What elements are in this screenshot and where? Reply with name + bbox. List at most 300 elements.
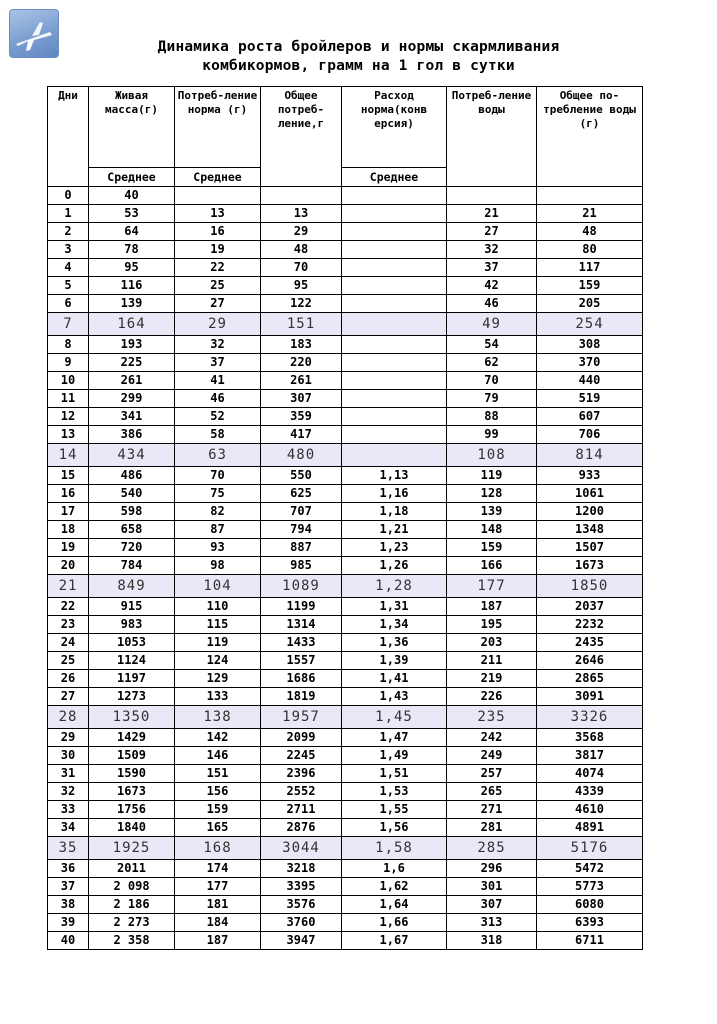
cell-conversion bbox=[342, 390, 447, 408]
table-row bbox=[48, 187, 643, 205]
cell-total-water: 6393 bbox=[537, 914, 643, 932]
table-row bbox=[48, 860, 643, 878]
cell-conversion: 1,39 bbox=[342, 652, 447, 670]
cell-day: 30 bbox=[48, 747, 89, 765]
cell-total-feed: 307 bbox=[261, 390, 342, 408]
cell-total-water: 1673 bbox=[537, 557, 643, 575]
cell-conversion: 1,6 bbox=[342, 860, 447, 878]
cell-water: 49 bbox=[447, 313, 537, 336]
cell-water: 148 bbox=[447, 521, 537, 539]
cell-day: 15 bbox=[48, 467, 89, 485]
cell-total-water: 308 bbox=[537, 336, 643, 354]
cell-feed-norm: 16 bbox=[175, 223, 261, 241]
cell-day: 19 bbox=[48, 539, 89, 557]
cell-water: 257 bbox=[447, 765, 537, 783]
table-row bbox=[48, 354, 643, 372]
cell-day: 4 bbox=[48, 259, 89, 277]
cell-feed-norm: 98 bbox=[175, 557, 261, 575]
cell-live-mass: 2 358 bbox=[89, 932, 175, 950]
header-live-mass: Живая масса(г) bbox=[89, 87, 175, 168]
table-row bbox=[48, 205, 643, 223]
cell-live-mass: 341 bbox=[89, 408, 175, 426]
cell-water: 281 bbox=[447, 819, 537, 837]
cell-day: 36 bbox=[48, 860, 89, 878]
cell-total-feed: 625 bbox=[261, 485, 342, 503]
cell-water: 139 bbox=[447, 503, 537, 521]
cell-total-water: 706 bbox=[537, 426, 643, 444]
cell-conversion bbox=[342, 277, 447, 295]
cell-total-feed: 2552 bbox=[261, 783, 342, 801]
cell-day: 12 bbox=[48, 408, 89, 426]
cell-feed-norm: 27 bbox=[175, 295, 261, 313]
cell-day: 22 bbox=[48, 598, 89, 616]
cell-conversion: 1,62 bbox=[342, 878, 447, 896]
cell-live-mass: 434 bbox=[89, 444, 175, 467]
table-row bbox=[48, 896, 643, 914]
header-feed-norm: Потреб-ление норма (г) bbox=[175, 87, 261, 168]
cell-conversion: 1,51 bbox=[342, 765, 447, 783]
title-line-2: комбикормов, грамм на 1 гол в сутки bbox=[202, 58, 515, 74]
cell-feed-norm: 159 bbox=[175, 801, 261, 819]
cell-water: 128 bbox=[447, 485, 537, 503]
cell-feed-norm: 41 bbox=[175, 372, 261, 390]
cell-conversion bbox=[342, 223, 447, 241]
cell-conversion bbox=[342, 295, 447, 313]
cell-feed-norm: 129 bbox=[175, 670, 261, 688]
cell-conversion: 1,13 bbox=[342, 467, 447, 485]
table-row bbox=[48, 426, 643, 444]
cell-total-water: 370 bbox=[537, 354, 643, 372]
cell-total-feed: 985 bbox=[261, 557, 342, 575]
cell-total-feed: 3760 bbox=[261, 914, 342, 932]
cell-total-feed: 2876 bbox=[261, 819, 342, 837]
cell-total-feed: 794 bbox=[261, 521, 342, 539]
cell-water: 46 bbox=[447, 295, 537, 313]
cell-live-mass: 2011 bbox=[89, 860, 175, 878]
cell-live-mass: 2 273 bbox=[89, 914, 175, 932]
cell-water: 203 bbox=[447, 634, 537, 652]
cell-total-water: 519 bbox=[537, 390, 643, 408]
cell-water: 27 bbox=[447, 223, 537, 241]
cell-live-mass: 95 bbox=[89, 259, 175, 277]
cell-feed-norm: 146 bbox=[175, 747, 261, 765]
cell-total-feed: 887 bbox=[261, 539, 342, 557]
cell-day: 17 bbox=[48, 503, 89, 521]
cell-total-water: 254 bbox=[537, 313, 643, 336]
table-row bbox=[48, 557, 643, 575]
cell-live-mass: 658 bbox=[89, 521, 175, 539]
cell-feed-norm: 151 bbox=[175, 765, 261, 783]
cell-feed-norm: 37 bbox=[175, 354, 261, 372]
cell-water: 296 bbox=[447, 860, 537, 878]
cell-conversion: 1,67 bbox=[342, 932, 447, 950]
table-row bbox=[48, 503, 643, 521]
cell-total-water: 3817 bbox=[537, 747, 643, 765]
cell-feed-norm: 22 bbox=[175, 259, 261, 277]
cell-total-water: 3091 bbox=[537, 688, 643, 706]
table-row bbox=[48, 390, 643, 408]
cell-conversion: 1,31 bbox=[342, 598, 447, 616]
cell-conversion bbox=[342, 205, 447, 223]
cell-total-water: 440 bbox=[537, 372, 643, 390]
cell-feed-norm: 184 bbox=[175, 914, 261, 932]
subheader-feed-average: Среднее bbox=[175, 168, 261, 187]
cell-live-mass: 1053 bbox=[89, 634, 175, 652]
cell-total-water: 4891 bbox=[537, 819, 643, 837]
cell-conversion: 1,56 bbox=[342, 819, 447, 837]
cell-live-mass: 40 bbox=[89, 187, 175, 205]
table-row bbox=[48, 783, 643, 801]
cell-day: 32 bbox=[48, 783, 89, 801]
cell-total-water: 1850 bbox=[537, 575, 643, 598]
cell-conversion: 1,66 bbox=[342, 914, 447, 932]
cell-feed-norm: 52 bbox=[175, 408, 261, 426]
cell-live-mass: 1273 bbox=[89, 688, 175, 706]
cell-water: 159 bbox=[447, 539, 537, 557]
cell-total-feed: 2711 bbox=[261, 801, 342, 819]
subheader-conversion-average: Среднее bbox=[342, 168, 447, 187]
cell-day: 18 bbox=[48, 521, 89, 539]
cell-day: 20 bbox=[48, 557, 89, 575]
cell-total-feed: 2396 bbox=[261, 765, 342, 783]
cell-live-mass: 261 bbox=[89, 372, 175, 390]
cell-feed-norm: 119 bbox=[175, 634, 261, 652]
subheader-mass-average: Среднее bbox=[89, 168, 175, 187]
table-row bbox=[48, 223, 643, 241]
table-row bbox=[48, 444, 643, 467]
table-row bbox=[48, 485, 643, 503]
table-row bbox=[48, 670, 643, 688]
cell-total-water: 1348 bbox=[537, 521, 643, 539]
cell-total-feed: 3576 bbox=[261, 896, 342, 914]
table-row bbox=[48, 706, 643, 729]
cell-live-mass: 1429 bbox=[89, 729, 175, 747]
cell-water: 235 bbox=[447, 706, 537, 729]
cell-live-mass: 1350 bbox=[89, 706, 175, 729]
cell-water bbox=[447, 187, 537, 205]
cell-conversion: 1,28 bbox=[342, 575, 447, 598]
cell-day: 37 bbox=[48, 878, 89, 896]
cell-day: 9 bbox=[48, 354, 89, 372]
cell-total-feed: 48 bbox=[261, 241, 342, 259]
cell-total-water: 4074 bbox=[537, 765, 643, 783]
cell-total-feed: 359 bbox=[261, 408, 342, 426]
cell-live-mass: 225 bbox=[89, 354, 175, 372]
cell-total-feed: 3044 bbox=[261, 837, 342, 860]
cell-conversion bbox=[342, 259, 447, 277]
cell-conversion bbox=[342, 444, 447, 467]
cell-water: 195 bbox=[447, 616, 537, 634]
cell-live-mass: 139 bbox=[89, 295, 175, 313]
cell-live-mass: 1509 bbox=[89, 747, 175, 765]
cell-live-mass: 915 bbox=[89, 598, 175, 616]
cell-conversion bbox=[342, 372, 447, 390]
cell-total-feed: 95 bbox=[261, 277, 342, 295]
cell-total-feed: 417 bbox=[261, 426, 342, 444]
table-row bbox=[48, 467, 643, 485]
cell-water: 219 bbox=[447, 670, 537, 688]
cell-water: 21 bbox=[447, 205, 537, 223]
cell-feed-norm: 187 bbox=[175, 932, 261, 950]
cell-total-water: 21 bbox=[537, 205, 643, 223]
cell-water: 271 bbox=[447, 801, 537, 819]
cell-feed-norm: 32 bbox=[175, 336, 261, 354]
cell-water: 307 bbox=[447, 896, 537, 914]
cell-total-water: 117 bbox=[537, 259, 643, 277]
cell-feed-norm: 110 bbox=[175, 598, 261, 616]
cell-conversion: 1,49 bbox=[342, 747, 447, 765]
cell-live-mass: 116 bbox=[89, 277, 175, 295]
cell-day: 6 bbox=[48, 295, 89, 313]
cell-total-feed: 480 bbox=[261, 444, 342, 467]
cell-conversion: 1,45 bbox=[342, 706, 447, 729]
cell-total-water: 4610 bbox=[537, 801, 643, 819]
cell-water: 265 bbox=[447, 783, 537, 801]
cell-total-water: 48 bbox=[537, 223, 643, 241]
cell-total-feed: 1433 bbox=[261, 634, 342, 652]
cell-live-mass: 486 bbox=[89, 467, 175, 485]
cell-live-mass: 784 bbox=[89, 557, 175, 575]
table-row bbox=[48, 914, 643, 932]
cell-total-water: 4339 bbox=[537, 783, 643, 801]
table-row bbox=[48, 616, 643, 634]
table-row bbox=[48, 634, 643, 652]
cell-day: 28 bbox=[48, 706, 89, 729]
cell-live-mass: 193 bbox=[89, 336, 175, 354]
cell-day: 27 bbox=[48, 688, 89, 706]
cell-total-feed: 3947 bbox=[261, 932, 342, 950]
cell-feed-norm: 156 bbox=[175, 783, 261, 801]
cell-total-feed: 550 bbox=[261, 467, 342, 485]
cell-total-water: 3568 bbox=[537, 729, 643, 747]
cell-conversion: 1,64 bbox=[342, 896, 447, 914]
cell-water: 42 bbox=[447, 277, 537, 295]
table-row bbox=[48, 408, 643, 426]
header-day: Дни bbox=[48, 87, 89, 187]
cell-water: 79 bbox=[447, 390, 537, 408]
cell-water: 54 bbox=[447, 336, 537, 354]
cell-conversion: 1,21 bbox=[342, 521, 447, 539]
cell-day: 13 bbox=[48, 426, 89, 444]
header-water: Потреб-ление воды bbox=[447, 87, 537, 187]
cell-day: 25 bbox=[48, 652, 89, 670]
cell-feed-norm: 29 bbox=[175, 313, 261, 336]
cell-feed-norm: 181 bbox=[175, 896, 261, 914]
cell-total-water: 3326 bbox=[537, 706, 643, 729]
cell-feed-norm: 133 bbox=[175, 688, 261, 706]
cell-conversion: 1,18 bbox=[342, 503, 447, 521]
cell-live-mass: 1124 bbox=[89, 652, 175, 670]
cell-conversion: 1,34 bbox=[342, 616, 447, 634]
cell-water: 177 bbox=[447, 575, 537, 598]
cell-total-feed: 2245 bbox=[261, 747, 342, 765]
cell-feed-norm: 124 bbox=[175, 652, 261, 670]
header-total-water: Общее по-требление воды (г) bbox=[537, 87, 643, 187]
cell-day: 8 bbox=[48, 336, 89, 354]
cell-total-water: 159 bbox=[537, 277, 643, 295]
cell-water: 166 bbox=[447, 557, 537, 575]
cell-total-feed: 1557 bbox=[261, 652, 342, 670]
table-row bbox=[48, 729, 643, 747]
cell-live-mass: 386 bbox=[89, 426, 175, 444]
cell-feed-norm: 87 bbox=[175, 521, 261, 539]
cell-live-mass: 2 186 bbox=[89, 896, 175, 914]
cell-water: 313 bbox=[447, 914, 537, 932]
cell-conversion: 1,58 bbox=[342, 837, 447, 860]
cell-conversion: 1,36 bbox=[342, 634, 447, 652]
table-row bbox=[48, 932, 643, 950]
cell-total-water: 2865 bbox=[537, 670, 643, 688]
cell-day: 38 bbox=[48, 896, 89, 914]
cell-total-water: 80 bbox=[537, 241, 643, 259]
cell-day: 29 bbox=[48, 729, 89, 747]
title-line-1: Динамика роста бройлеров и нормы скармливания bbox=[157, 39, 560, 55]
cell-day: 26 bbox=[48, 670, 89, 688]
cell-feed-norm: 46 bbox=[175, 390, 261, 408]
cell-feed-norm: 63 bbox=[175, 444, 261, 467]
cell-feed-norm: 165 bbox=[175, 819, 261, 837]
table-row bbox=[48, 313, 643, 336]
cell-live-mass: 2 098 bbox=[89, 878, 175, 896]
cell-feed-norm: 13 bbox=[175, 205, 261, 223]
cell-day: 11 bbox=[48, 390, 89, 408]
cell-water: 119 bbox=[447, 467, 537, 485]
table-row bbox=[48, 819, 643, 837]
cell-water: 301 bbox=[447, 878, 537, 896]
cell-total-water: 2232 bbox=[537, 616, 643, 634]
cell-total-feed: 220 bbox=[261, 354, 342, 372]
cell-total-water bbox=[537, 187, 643, 205]
cell-water: 37 bbox=[447, 259, 537, 277]
cell-conversion bbox=[342, 336, 447, 354]
cell-total-feed: 2099 bbox=[261, 729, 342, 747]
cell-total-water: 2435 bbox=[537, 634, 643, 652]
cell-water: 32 bbox=[447, 241, 537, 259]
cell-day: 10 bbox=[48, 372, 89, 390]
cell-total-water: 6080 bbox=[537, 896, 643, 914]
cell-total-feed bbox=[261, 187, 342, 205]
cell-total-feed: 1686 bbox=[261, 670, 342, 688]
cell-feed-norm: 174 bbox=[175, 860, 261, 878]
cell-live-mass: 540 bbox=[89, 485, 175, 503]
cell-water: 318 bbox=[447, 932, 537, 950]
cell-water: 108 bbox=[447, 444, 537, 467]
header-conversion: Расход норма(конв ерсия) bbox=[342, 87, 447, 168]
cell-live-mass: 849 bbox=[89, 575, 175, 598]
cell-total-water: 5176 bbox=[537, 837, 643, 860]
cell-water: 62 bbox=[447, 354, 537, 372]
cell-feed-norm: 177 bbox=[175, 878, 261, 896]
table-row bbox=[48, 837, 643, 860]
cell-total-feed: 70 bbox=[261, 259, 342, 277]
table-row bbox=[48, 575, 643, 598]
table-row bbox=[48, 372, 643, 390]
cell-live-mass: 720 bbox=[89, 539, 175, 557]
cell-total-feed: 1314 bbox=[261, 616, 342, 634]
cell-total-water: 2646 bbox=[537, 652, 643, 670]
table-row bbox=[48, 598, 643, 616]
cell-total-water: 1200 bbox=[537, 503, 643, 521]
cell-conversion bbox=[342, 354, 447, 372]
cell-day: 3 bbox=[48, 241, 89, 259]
cell-day: 23 bbox=[48, 616, 89, 634]
cell-total-feed: 151 bbox=[261, 313, 342, 336]
cell-feed-norm: 142 bbox=[175, 729, 261, 747]
cell-conversion bbox=[342, 426, 447, 444]
cell-total-water: 2037 bbox=[537, 598, 643, 616]
cell-water: 249 bbox=[447, 747, 537, 765]
broiler-growth-table bbox=[47, 86, 643, 950]
cell-live-mass: 53 bbox=[89, 205, 175, 223]
table-row bbox=[48, 521, 643, 539]
cell-total-water: 1507 bbox=[537, 539, 643, 557]
cell-conversion bbox=[342, 241, 447, 259]
cell-water: 99 bbox=[447, 426, 537, 444]
cell-day: 21 bbox=[48, 575, 89, 598]
cell-water: 211 bbox=[447, 652, 537, 670]
cell-total-feed: 122 bbox=[261, 295, 342, 313]
cell-total-water: 933 bbox=[537, 467, 643, 485]
cell-conversion: 1,26 bbox=[342, 557, 447, 575]
cell-total-feed: 1199 bbox=[261, 598, 342, 616]
cell-total-water: 1061 bbox=[537, 485, 643, 503]
cell-total-feed: 13 bbox=[261, 205, 342, 223]
cell-day: 1 bbox=[48, 205, 89, 223]
header-total-feed: Общее потреб-ление,г bbox=[261, 87, 342, 187]
cell-water: 88 bbox=[447, 408, 537, 426]
page-title bbox=[0, 38, 717, 76]
table-row bbox=[48, 539, 643, 557]
cell-conversion bbox=[342, 408, 447, 426]
cell-conversion bbox=[342, 313, 447, 336]
cell-total-feed: 261 bbox=[261, 372, 342, 390]
cell-total-water: 607 bbox=[537, 408, 643, 426]
cell-total-feed: 183 bbox=[261, 336, 342, 354]
cell-day: 7 bbox=[48, 313, 89, 336]
cell-live-mass: 1590 bbox=[89, 765, 175, 783]
cell-total-feed: 1957 bbox=[261, 706, 342, 729]
cell-feed-norm: 19 bbox=[175, 241, 261, 259]
cell-water: 242 bbox=[447, 729, 537, 747]
cell-feed-norm: 93 bbox=[175, 539, 261, 557]
cell-day: 34 bbox=[48, 819, 89, 837]
cell-feed-norm: 75 bbox=[175, 485, 261, 503]
cell-total-feed: 3395 bbox=[261, 878, 342, 896]
cell-water: 187 bbox=[447, 598, 537, 616]
cell-total-feed: 3218 bbox=[261, 860, 342, 878]
cell-total-water: 814 bbox=[537, 444, 643, 467]
table-row bbox=[48, 747, 643, 765]
cell-live-mass: 1925 bbox=[89, 837, 175, 860]
cell-day: 40 bbox=[48, 932, 89, 950]
cell-water: 70 bbox=[447, 372, 537, 390]
cell-live-mass: 64 bbox=[89, 223, 175, 241]
cell-water: 226 bbox=[447, 688, 537, 706]
cell-day: 5 bbox=[48, 277, 89, 295]
cell-water: 285 bbox=[447, 837, 537, 860]
cell-conversion: 1,41 bbox=[342, 670, 447, 688]
cell-conversion: 1,53 bbox=[342, 783, 447, 801]
cell-live-mass: 1756 bbox=[89, 801, 175, 819]
table-row bbox=[48, 652, 643, 670]
cell-live-mass: 1673 bbox=[89, 783, 175, 801]
cell-conversion: 1,43 bbox=[342, 688, 447, 706]
table-row bbox=[48, 277, 643, 295]
cell-conversion bbox=[342, 187, 447, 205]
cell-feed-norm: 70 bbox=[175, 467, 261, 485]
cell-day: 0 bbox=[48, 187, 89, 205]
cell-live-mass: 78 bbox=[89, 241, 175, 259]
